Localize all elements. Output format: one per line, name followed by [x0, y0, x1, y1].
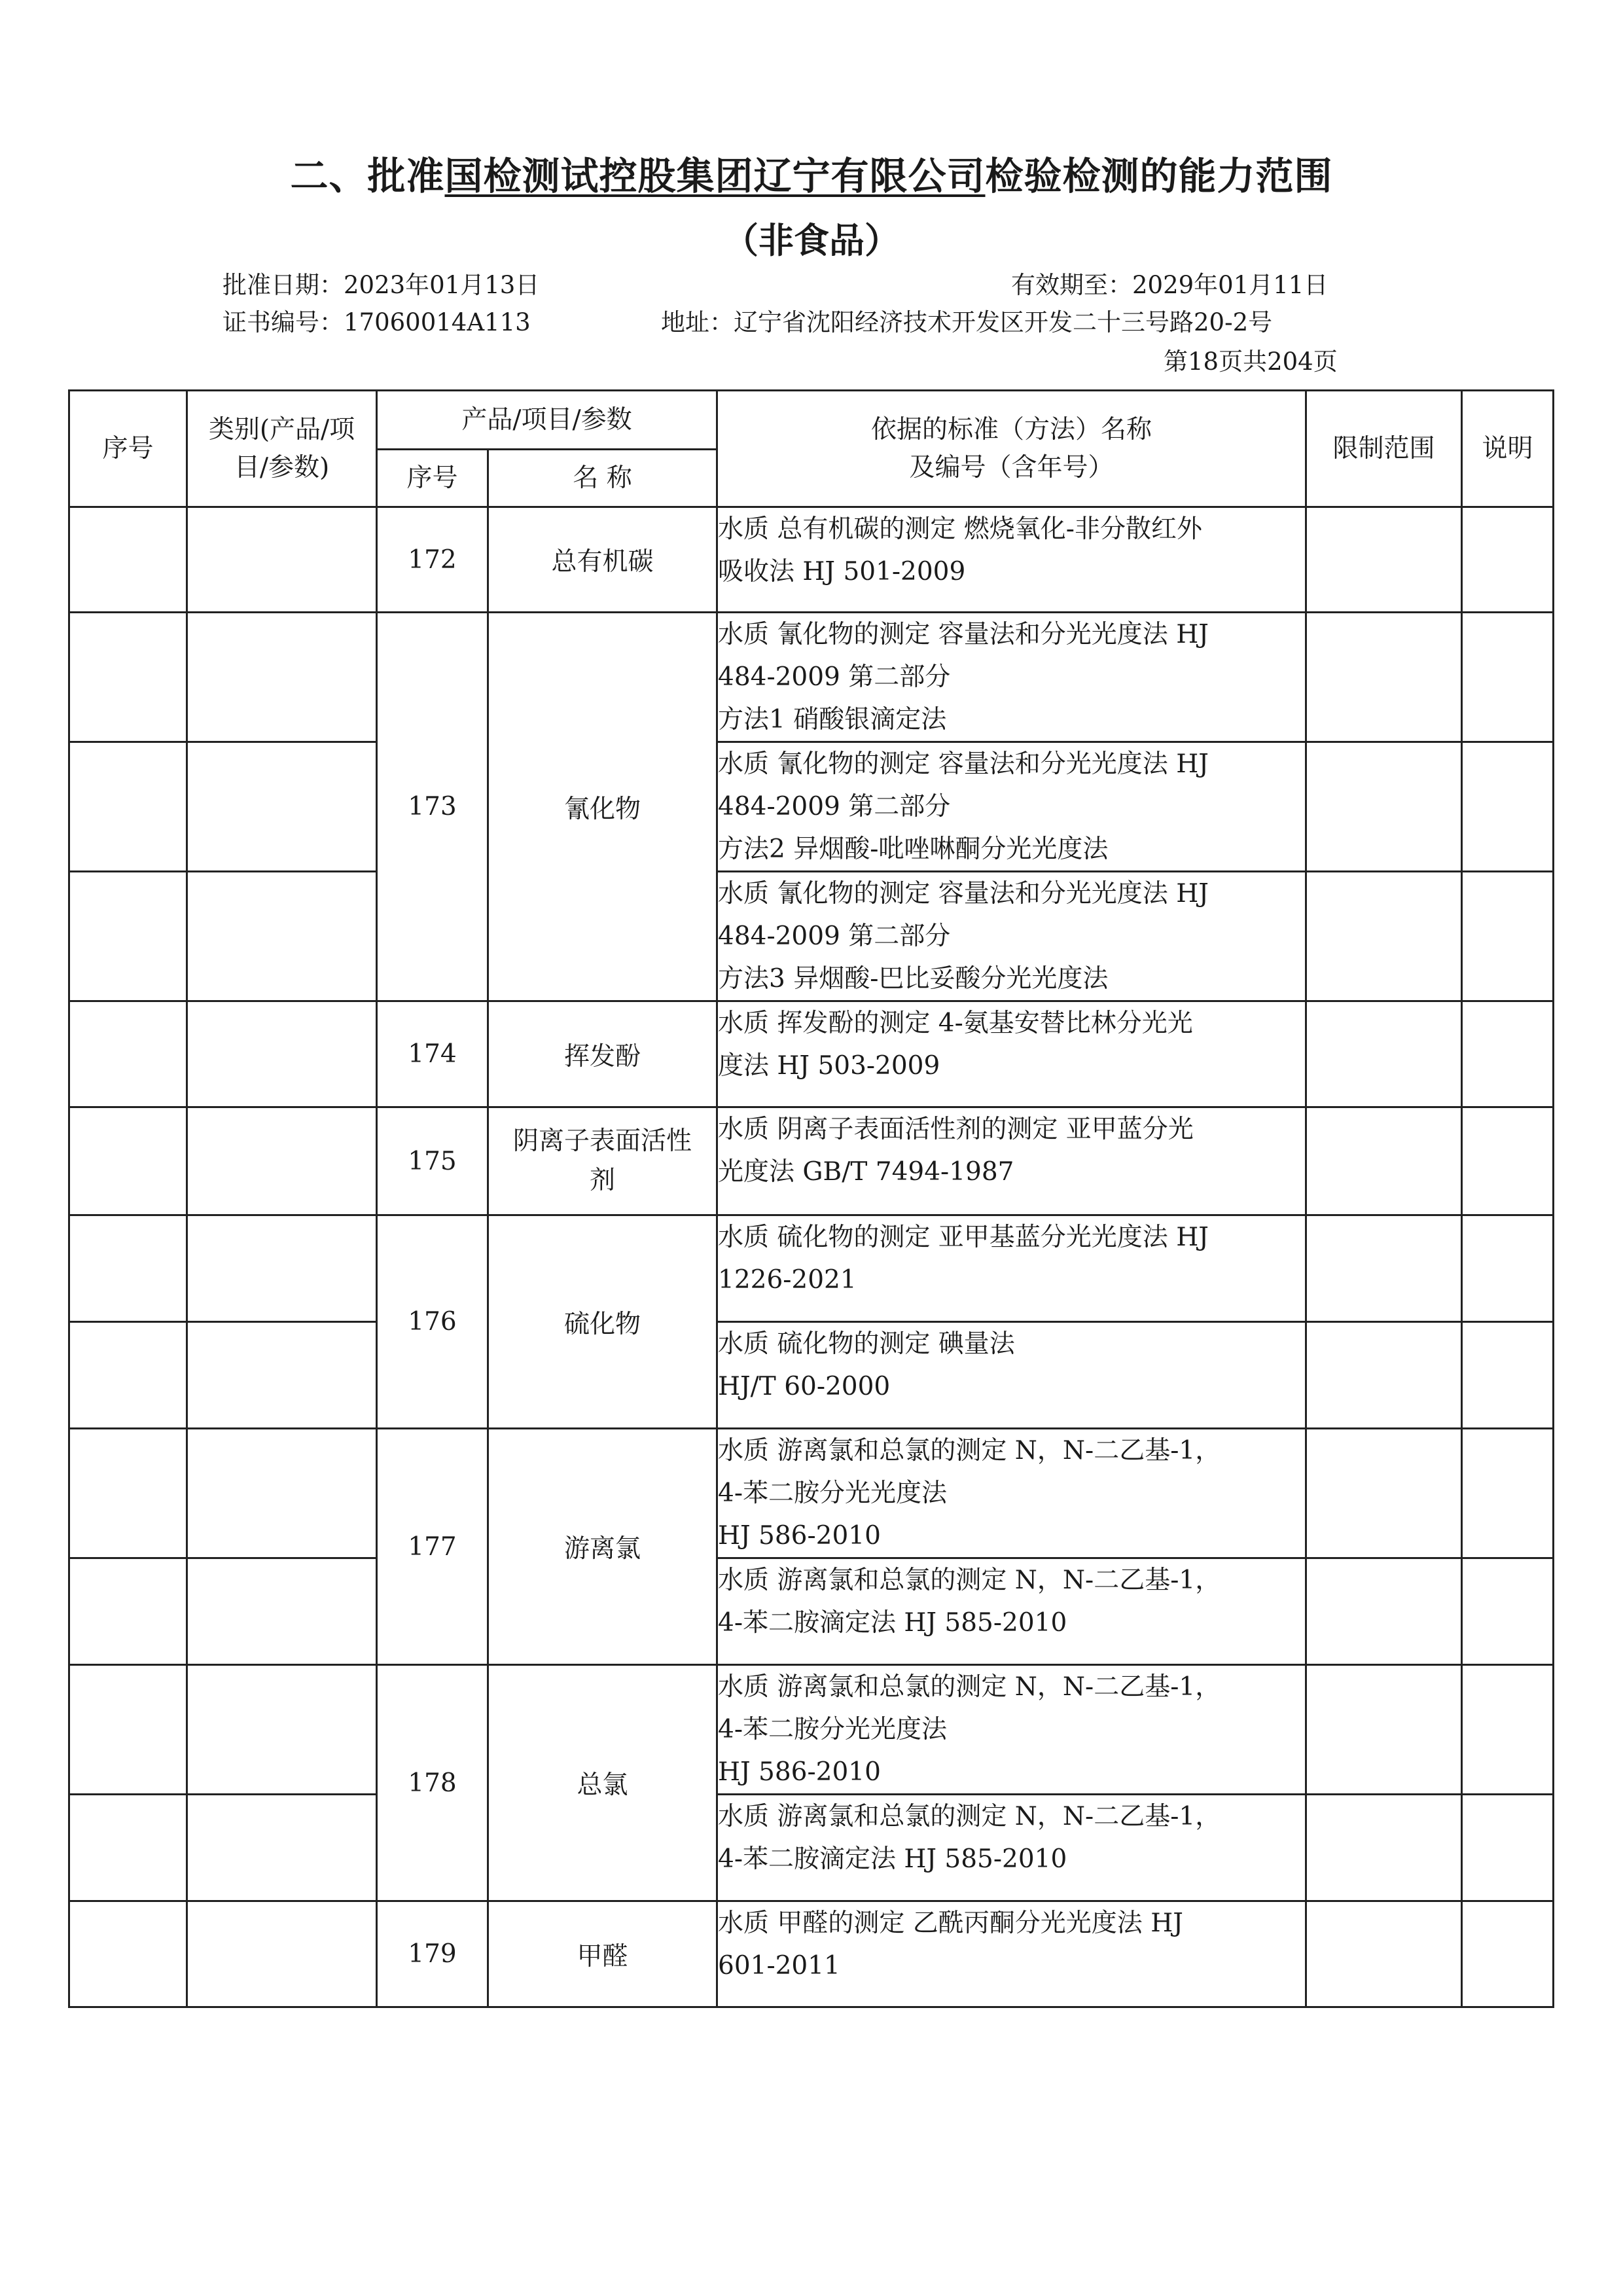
page-info: 第18页共204页 [1164, 348, 1338, 376]
limit-cell [1306, 613, 1462, 742]
organization-name: 国检测试控股集团辽宁有限公司 [444, 154, 986, 198]
item-no: 179 [377, 1901, 488, 2007]
category-cell [187, 1429, 377, 1558]
limit-cell [1306, 1107, 1462, 1215]
category-cell [187, 1665, 377, 1795]
item-no: 176 [377, 1215, 488, 1429]
standard-line: 方法2 异烟酸-吡唑啉酮分光光度法 [718, 834, 1109, 864]
standard-line: 水质 硫化物的测定 碘量法 [718, 1329, 1015, 1359]
title-prefix: 二、批准 [290, 154, 445, 198]
item-name: 总有机碳 [488, 507, 717, 613]
standard-line: 水质 游离氯和总氯的测定 N，N-二乙基-1， [718, 1436, 1221, 1465]
limit-cell [1306, 1322, 1462, 1429]
page-title [0, 145, 1623, 200]
standard-cell [717, 1322, 1306, 1429]
standard-line: 水质 硫化物的测定 亚甲基蓝分光光度法 HJ [718, 1223, 1209, 1252]
note-cell [1462, 1107, 1554, 1215]
table-row [69, 1795, 1554, 1901]
standard-line: 601-2011 [718, 1951, 840, 1981]
standard-cell [717, 1215, 1306, 1322]
standard-line: 水质 游离氯和总氯的测定 N，N-二乙基-1， [718, 1566, 1221, 1595]
note-cell [1462, 507, 1554, 613]
standard-line: HJ/T 60-2000 [718, 1372, 891, 1401]
item-name: 挥发酚 [488, 1001, 717, 1107]
table-row [69, 742, 1554, 872]
title-suffix: 检验检测的能力范围 [985, 154, 1333, 198]
item-name: 游离氯 [488, 1429, 717, 1665]
seq-cell [69, 872, 187, 1001]
standard-line: HJ 586-2010 [718, 1757, 881, 1787]
standard-line: 水质 氰化物的测定 容量法和分光光度法 HJ [718, 620, 1209, 649]
limit-cell [1306, 1901, 1462, 2007]
standard-line: 4-苯二胺滴定法 HJ 585-2010 [718, 1844, 1067, 1874]
limit-cell [1306, 872, 1462, 1001]
note-cell [1462, 1429, 1554, 1558]
standard-line: 水质 阴离子表面活性剂的测定 亚甲蓝分光 [718, 1115, 1194, 1144]
certificate-number: 证书编号：17060014A113 [223, 308, 531, 336]
seq-cell [69, 1558, 187, 1665]
standard-cell [717, 1665, 1306, 1795]
header-category: 类别(产品/项目/参数) [187, 391, 377, 507]
standard-line: 度法 HJ 503-2009 [718, 1051, 940, 1081]
category-cell [187, 1215, 377, 1322]
item-name: 硫化物 [488, 1215, 717, 1429]
seq-cell [69, 1107, 187, 1215]
limit-cell [1306, 1665, 1462, 1795]
category-cell [187, 1795, 377, 1901]
note-cell [1462, 1215, 1554, 1322]
standard-line: 4-苯二胺分光光度法 [718, 1715, 947, 1744]
limit-cell [1306, 1001, 1462, 1107]
header-item-no: 序号 [377, 450, 488, 507]
standard-line: 4-苯二胺分光光度法 [718, 1479, 947, 1508]
limit-cell [1306, 507, 1462, 613]
standard-line: HJ 586-2010 [718, 1521, 881, 1551]
address: 地址：辽宁省沈阳经济技术开发区开发二十三号路20-2号 [661, 308, 1273, 336]
standard-line: 方法1 硝酸银滴定法 [718, 705, 947, 734]
seq-cell [69, 1795, 187, 1901]
standard-line: 水质 游离氯和总氯的测定 N，N-二乙基-1， [718, 1672, 1221, 1702]
standard-line: 水质 游离氯和总氯的测定 N，N-二乙基-1， [718, 1802, 1221, 1831]
header-standard: 依据的标准（方法）名称及编号（含年号） [717, 391, 1306, 507]
category-cell [187, 613, 377, 742]
note-cell [1462, 1901, 1554, 2007]
category-cell [187, 1901, 377, 2007]
standard-cell [717, 1001, 1306, 1107]
standard-cell [717, 507, 1306, 613]
standard-cell [717, 1901, 1306, 2007]
limit-cell [1306, 1429, 1462, 1558]
standard-cell [717, 613, 1306, 742]
note-cell [1462, 742, 1554, 872]
standard-line: 1226-2021 [718, 1265, 857, 1295]
header-seq: 序号 [69, 391, 187, 507]
limit-cell [1306, 1795, 1462, 1901]
standard-line: 水质 挥发酚的测定 4-氨基安替比林分光光 [718, 1009, 1193, 1038]
table-row [69, 507, 1554, 613]
table-row [69, 1429, 1554, 1558]
table-row [69, 1001, 1554, 1107]
item-no: 174 [377, 1001, 488, 1107]
category-cell [187, 1001, 377, 1107]
category-cell [187, 872, 377, 1001]
standard-cell [717, 872, 1306, 1001]
limit-cell [1306, 1558, 1462, 1665]
valid-until: 有效期至：2029年01月11日 [1011, 271, 1329, 299]
seq-cell [69, 1322, 187, 1429]
standard-line: 484-2009 第二部分 [718, 662, 951, 692]
category-cell [187, 1107, 377, 1215]
item-name: 阴离子表面活性剂 [488, 1107, 717, 1215]
standard-line: 484-2009 第二部分 [718, 922, 951, 951]
seq-cell [69, 1429, 187, 1558]
standard-line: 水质 甲醛的测定 乙酰丙酮分光光度法 HJ [718, 1909, 1183, 1938]
header-limit: 限制范围 [1306, 391, 1462, 507]
item-no: 172 [377, 507, 488, 613]
limit-cell [1306, 1215, 1462, 1322]
note-cell [1462, 1322, 1554, 1429]
item-name: 氰化物 [488, 613, 717, 1001]
seq-cell [69, 613, 187, 742]
item-no: 178 [377, 1665, 488, 1901]
header-item-name: 名 称 [488, 450, 717, 507]
header-note: 说明 [1462, 391, 1554, 507]
table-row [69, 1107, 1554, 1215]
capability-scope-table [68, 389, 1554, 2008]
table-row [69, 872, 1554, 1001]
note-cell [1462, 1665, 1554, 1795]
item-name: 甲醛 [488, 1901, 717, 2007]
standard-line: 光度法 GB/T 7494-1987 [718, 1157, 1014, 1187]
standard-cell [717, 742, 1306, 872]
standard-cell [717, 1429, 1306, 1558]
table-row [69, 1215, 1554, 1322]
table-row [69, 613, 1554, 742]
approval-date: 批准日期：2023年01月13日 [223, 271, 540, 299]
category-cell [187, 1558, 377, 1665]
standard-line: 484-2009 第二部分 [718, 792, 951, 821]
seq-cell [69, 1665, 187, 1795]
note-cell [1462, 872, 1554, 1001]
item-no: 177 [377, 1429, 488, 1665]
note-cell [1462, 1001, 1554, 1107]
standard-line: 4-苯二胺滴定法 HJ 585-2010 [718, 1608, 1067, 1638]
table-row [69, 1665, 1554, 1795]
seq-cell [69, 1901, 187, 2007]
table-row [69, 1558, 1554, 1665]
note-cell [1462, 1558, 1554, 1665]
standard-line: 水质 总有机碳的测定 燃烧氧化-非分散红外 [718, 514, 1202, 544]
note-cell [1462, 1795, 1554, 1901]
note-cell [1462, 613, 1554, 742]
standard-line: 方法3 异烟酸-巴比妥酸分光光度法 [718, 964, 1109, 994]
standard-cell [717, 1795, 1306, 1901]
standard-cell [717, 1107, 1306, 1215]
item-no: 175 [377, 1107, 488, 1215]
seq-cell [69, 742, 187, 872]
standard-cell [717, 1558, 1306, 1665]
table-row [69, 1322, 1554, 1429]
standard-line: 水质 氰化物的测定 容量法和分光光度法 HJ [718, 879, 1209, 908]
page-subtitle: （非食品） [723, 220, 900, 261]
seq-cell [69, 1001, 187, 1107]
limit-cell [1306, 742, 1462, 872]
seq-cell [69, 1215, 187, 1322]
item-no: 173 [377, 613, 488, 1001]
table-row [69, 1901, 1554, 2007]
category-cell [187, 742, 377, 872]
standard-line: 吸收法 HJ 501-2009 [718, 557, 966, 586]
item-name: 总氯 [488, 1665, 717, 1901]
category-cell [187, 1322, 377, 1429]
seq-cell [69, 507, 187, 613]
standard-line: 水质 氰化物的测定 容量法和分光光度法 HJ [718, 749, 1209, 779]
header-product-group: 产品/项目/参数 [377, 391, 717, 450]
category-cell [187, 507, 377, 613]
